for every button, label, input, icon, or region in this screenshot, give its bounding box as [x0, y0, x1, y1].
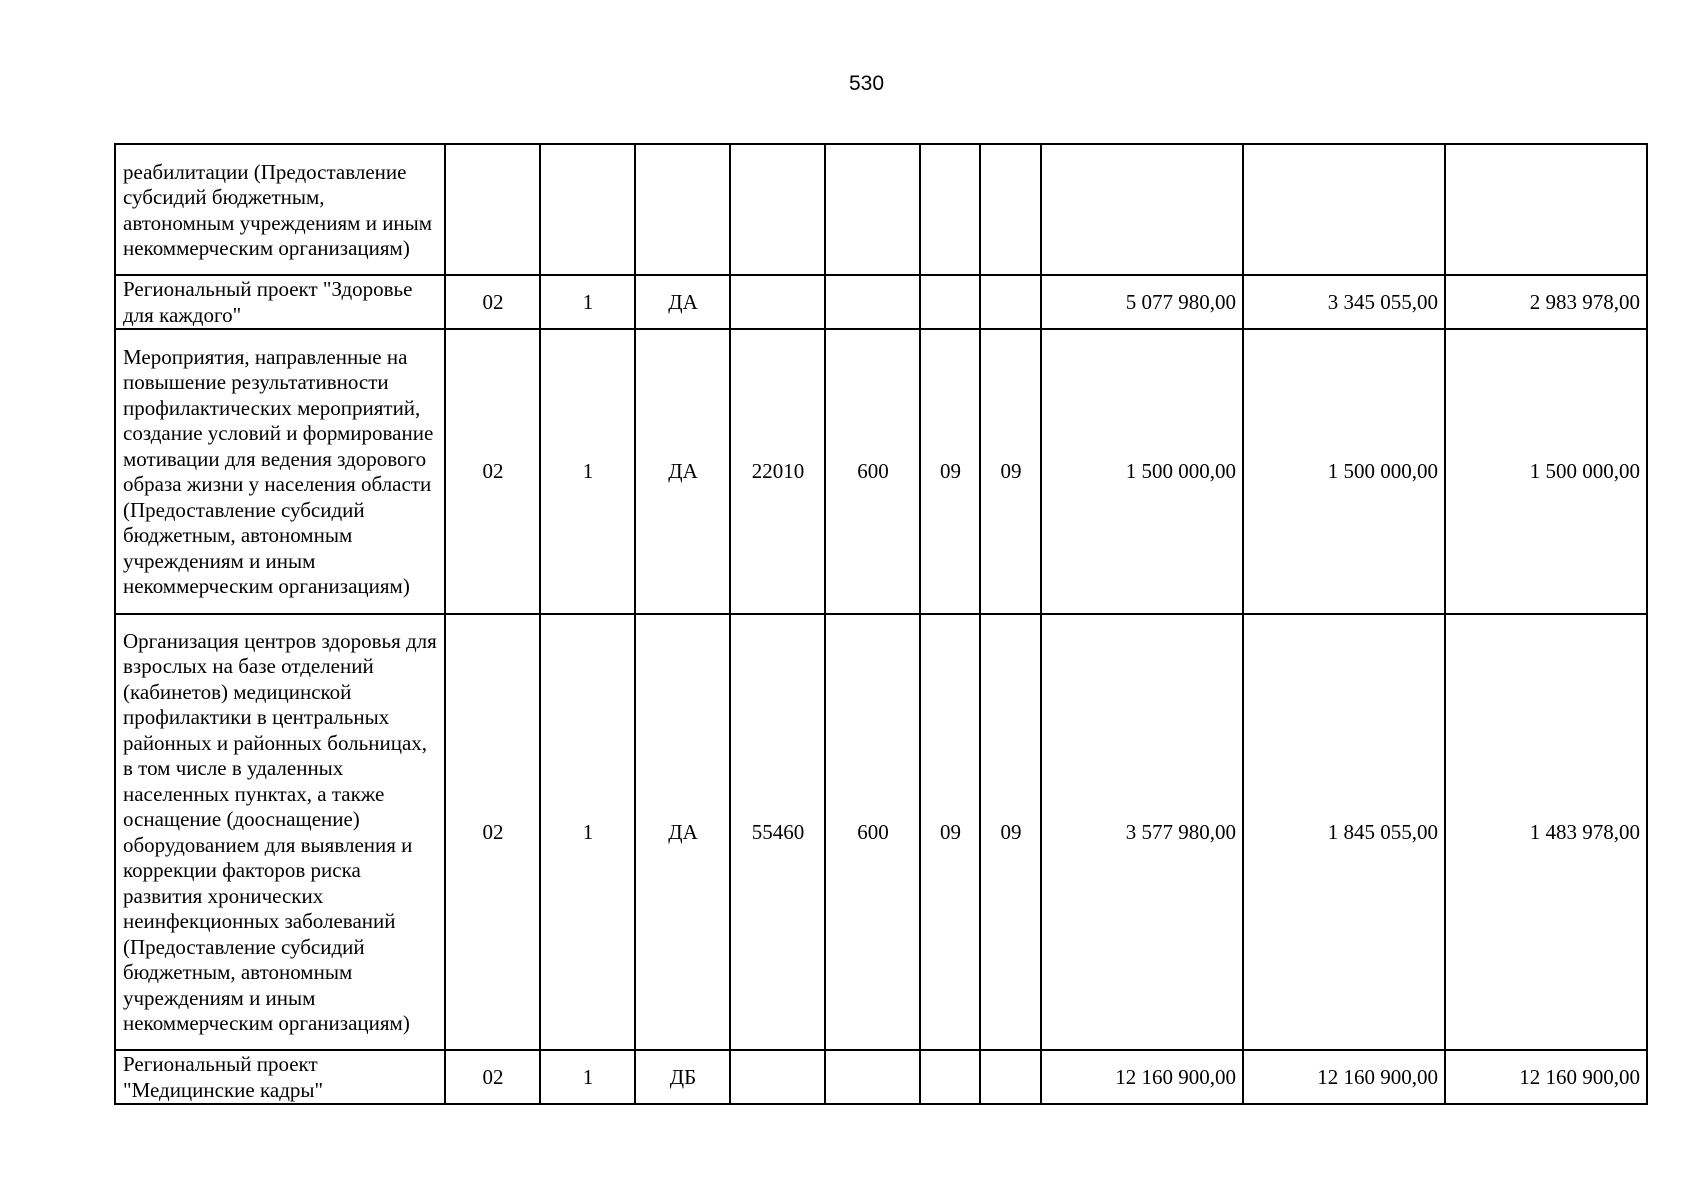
subprogram-cell: [540, 144, 635, 275]
subprogram-cell: 1: [540, 1050, 635, 1104]
section-cell: [920, 1050, 980, 1104]
subsection-cell: [980, 275, 1041, 329]
year3-amount-cell: 1 483 978,00: [1445, 614, 1647, 1050]
program-cell: 02: [445, 275, 540, 329]
table-row: [115, 329, 1647, 614]
subsection-cell: [980, 1050, 1041, 1104]
table-row: [115, 1050, 1647, 1104]
expense-code-cell: [730, 144, 825, 275]
budget-table: [114, 143, 1648, 1105]
expense-type-cell: 600: [825, 614, 920, 1050]
year1-amount-cell: 5 077 980,00: [1041, 275, 1243, 329]
expense-type-cell: [825, 275, 920, 329]
subprogram-cell: 1: [540, 614, 635, 1050]
subsection-cell: [980, 144, 1041, 275]
program-cell: 02: [445, 614, 540, 1050]
subsection-cell: 09: [980, 614, 1041, 1050]
page-number: 530: [848, 72, 885, 95]
row-name-cell: Организация центров здоровья для взрослых на базе отделений (кабинетов) медицинской профилактики в центральных районных и районных больницах, в том числе в удаленных населенных пунктах, а также оснащение (дооснащение) оборудованием для выявления и коррекции факторов риска развития хронических неинфекционных заболеваний (Предоставление субсидий бюджетным, автономным учреждениям и иным некоммерческим организациям): [115, 614, 445, 1050]
expense-type-cell: [825, 144, 920, 275]
section-cell: [920, 144, 980, 275]
section-cell: 09: [920, 614, 980, 1050]
year2-amount-cell: 3 345 055,00: [1243, 275, 1445, 329]
year1-amount-cell: 1 500 000,00: [1041, 329, 1243, 614]
year3-amount-cell: 2 983 978,00: [1445, 275, 1647, 329]
table-row: [115, 144, 1647, 275]
year2-amount-cell: 1 500 000,00: [1243, 329, 1445, 614]
table-row: [115, 614, 1647, 1050]
expense-type-cell: 600: [825, 329, 920, 614]
year3-amount-cell: [1445, 144, 1647, 275]
program-cell: 02: [445, 1050, 540, 1104]
subprogram-cell: 1: [540, 275, 635, 329]
row-name-cell: реабилитации (Предоставление субсидий бюджетным, автономным учреждениям и иным некоммерческим организациям): [115, 144, 445, 275]
direction-cell: ДБ: [635, 1050, 730, 1104]
row-name-cell: Региональный проект "Медицинские кадры": [115, 1050, 445, 1104]
expense-code-cell: 22010: [730, 329, 825, 614]
direction-cell: ДА: [635, 275, 730, 329]
section-cell: 09: [920, 329, 980, 614]
year2-amount-cell: 12 160 900,00: [1243, 1050, 1445, 1104]
expense-code-cell: 55460: [730, 614, 825, 1050]
program-cell: 02: [445, 329, 540, 614]
direction-cell: ДА: [635, 614, 730, 1050]
year1-amount-cell: 12 160 900,00: [1041, 1050, 1243, 1104]
subsection-cell: 09: [980, 329, 1041, 614]
row-name-cell: Мероприятия, направленные на повышение результативности профилактических мероприятий, создание условий и формирование мотивации для ведения здорового образа жизни у населения области (Предоставление субсидий бюджетным, автономным учреждениям и иным некоммерческим организациям): [115, 329, 445, 614]
year1-amount-cell: 3 577 980,00: [1041, 614, 1243, 1050]
section-cell: [920, 275, 980, 329]
expense-code-cell: [730, 1050, 825, 1104]
year3-amount-cell: 12 160 900,00: [1445, 1050, 1647, 1104]
row-name-cell: Региональный проект "Здоровье для каждого": [115, 275, 445, 329]
year2-amount-cell: 1 845 055,00: [1243, 614, 1445, 1050]
year3-amount-cell: 1 500 000,00: [1445, 329, 1647, 614]
expense-type-cell: [825, 1050, 920, 1104]
expense-code-cell: [730, 275, 825, 329]
table-row: [115, 275, 1647, 329]
year2-amount-cell: [1243, 144, 1445, 275]
year1-amount-cell: [1041, 144, 1243, 275]
direction-cell: [635, 144, 730, 275]
subprogram-cell: 1: [540, 329, 635, 614]
program-cell: [445, 144, 540, 275]
direction-cell: ДА: [635, 329, 730, 614]
